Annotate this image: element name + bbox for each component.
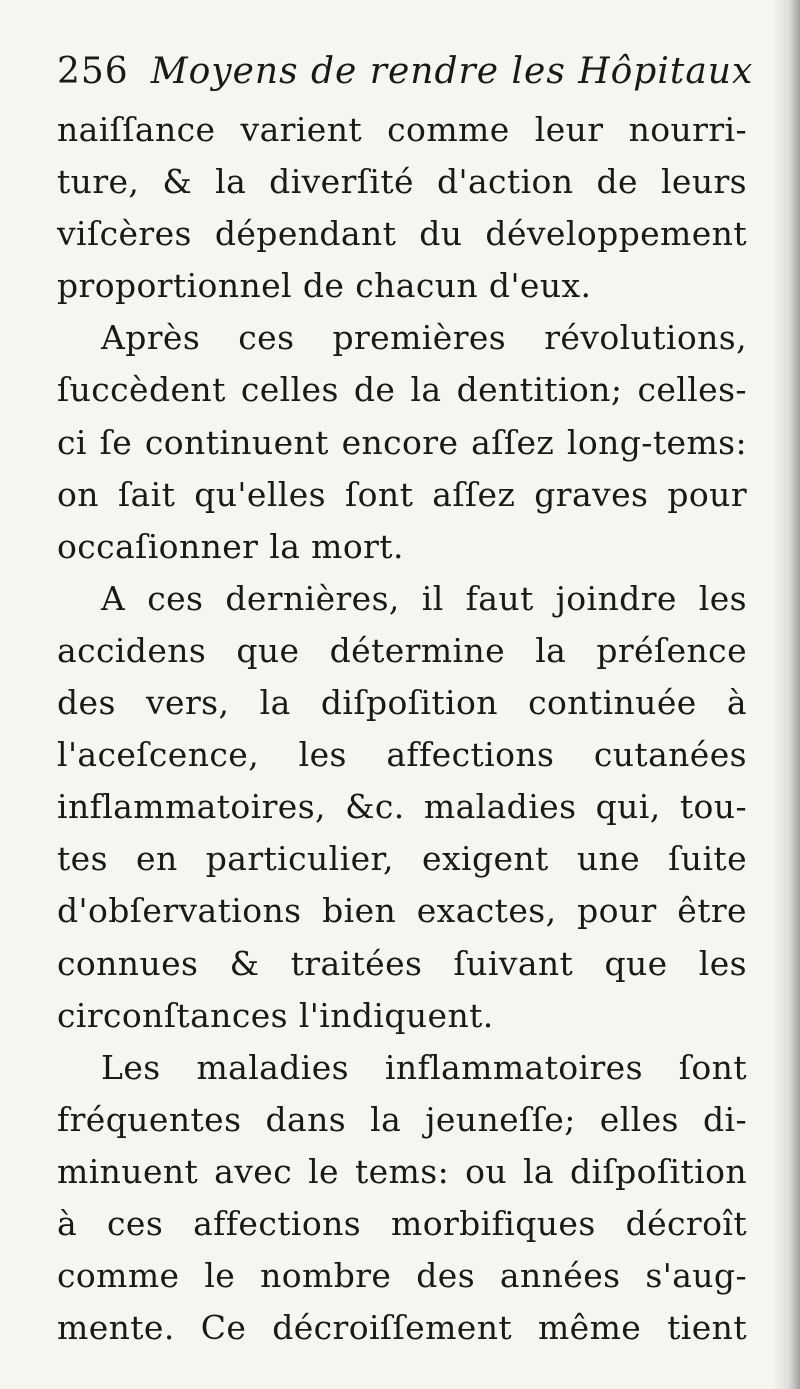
- text-line: naiſſance varient comme leur nourri-: [57, 110, 747, 149]
- text-line: comme le nombre des années s'aug-: [57, 1256, 747, 1296]
- text-line: mente. Ce décroiſſement même tient: [57, 1308, 747, 1348]
- text-line: des vers, la diſpoſition continuée à: [57, 683, 747, 723]
- text-line: circonſtances l'indiquent.: [57, 995, 494, 1035]
- text-line: ci ſe continuent encore aſſez long-tems:: [57, 422, 747, 462]
- text-line: on ſait qu'elles ſont aſſez graves pour: [57, 474, 747, 514]
- text-line: Les maladies inflammatoires ſont: [101, 1047, 747, 1087]
- text-line: Après ces premières révolutions,: [101, 318, 747, 358]
- text-line: tes en particulier, exigent une ſuite: [57, 839, 747, 879]
- text-line: ſuccèdent celles de la dentition; celles-: [57, 370, 747, 410]
- text-line: proportionnel de chacun d'eux.: [57, 266, 592, 306]
- text-line: à ces affections morbifiques décroît: [57, 1203, 747, 1243]
- text-line: d'obſervations bien exactes, pour être: [57, 891, 747, 931]
- text-line: l'aceſcence, les affections cutanées: [57, 735, 747, 775]
- page-header: [57, 44, 754, 100]
- text-line: minuent avec le tems: ou la diſpoſition: [57, 1151, 747, 1191]
- text-line: accidens que détermine la préſence: [57, 630, 747, 670]
- page-edge-shadow: [772, 0, 800, 1389]
- text-line: viſcères dépendant du développement: [57, 214, 747, 254]
- text-line: occaſionner la mort.: [57, 526, 404, 566]
- page-number: 256: [57, 51, 129, 92]
- text-line: inflammatoires, &c. maladies qui, tou-: [57, 787, 747, 827]
- body-text: [57, 104, 747, 1354]
- running-title: Moyens de rendre les Hôpitaux: [150, 51, 754, 92]
- text-line: connues & traitées ſuivant que les: [57, 943, 747, 983]
- text-line: ture, & la diverſité d'action de leurs: [57, 162, 747, 202]
- text-line: fréquentes dans la jeuneſſe; elles di-: [57, 1099, 747, 1139]
- text-line: A ces dernières, il faut joindre les: [101, 578, 747, 618]
